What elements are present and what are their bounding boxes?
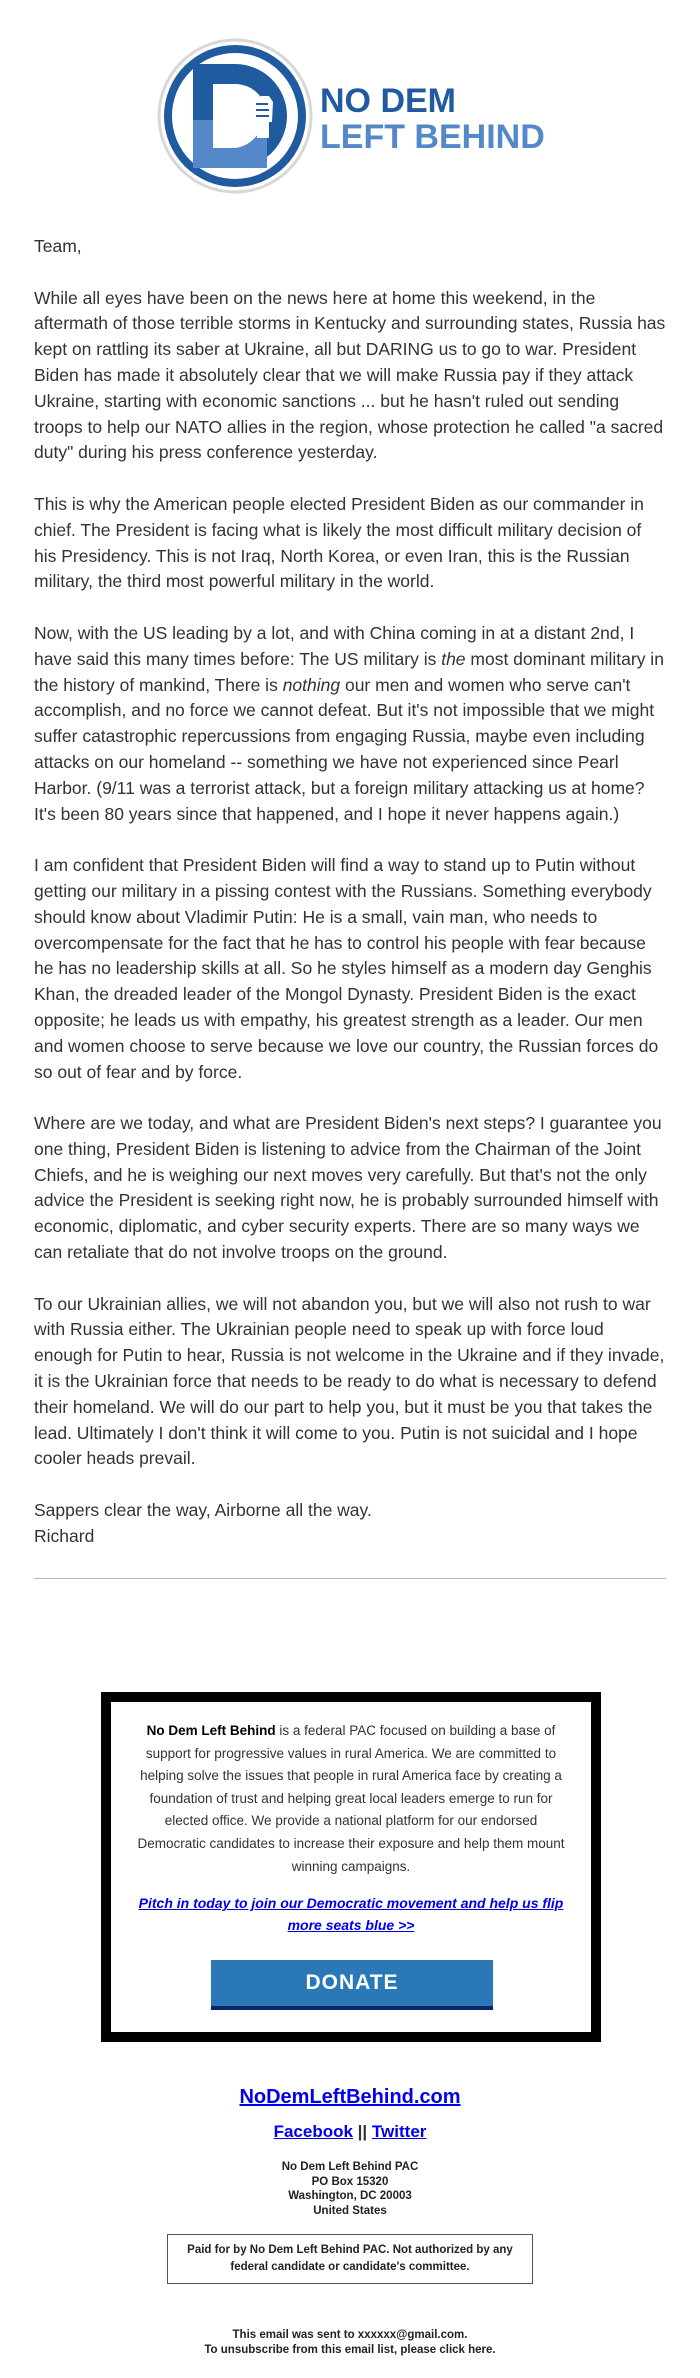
social-separator: || xyxy=(352,2122,372,2141)
closing xyxy=(34,1498,666,1550)
facebook-link[interactable]: Facebook xyxy=(273,2122,353,2141)
paragraph-4: I am confident that President Biden will find a way to stand up to Putin without getting our military in a pissing contest with the Russians. Something everybody should know about Vladimir Putin: He is a small, vain man, who needs to overcompensate for the fact that he has to control his people with fear because he has no leadership skills at all. So he styles himself as a modern day Genghis Khan, the dreaded leader of the Mongol Dynasty. President Biden is the exact opposite; he leads us with empathy, his greatest strength as a leader. Our men and women choose to serve because we love our country, the Russian forces do so out of fear and by force. xyxy=(34,855,659,1082)
paragraph-6: To our Ukrainian allies, we will not abandon you, but we will also not rush to war with Russia either. The Ukrainian people need to speak up with force loud enough for Putin to hear, Russia is not welcome in the Ukraine and if they invade, it is the Ukrainian force that needs to be ready to do what is necessary to defend their homeland. We will do our part to help you, but it must be you that takes the lead. Ultimately I don't think it will come to you. Putin is not suicidal and I hope cooler heads prevail. xyxy=(34,1293,665,1469)
unsubscribe-link[interactable]: To unsubscribe from this email list, please click here. xyxy=(204,2343,496,2356)
paragraph-3-part-b: most dominant military in the history of mankind, There is xyxy=(34,648,664,695)
address-line: United States xyxy=(313,2204,387,2217)
donate-button[interactable]: DONATE xyxy=(211,1960,493,2010)
emphasis-the: the xyxy=(441,648,466,669)
emphasis-nothing: nothing xyxy=(282,674,341,695)
paragraph-3 xyxy=(34,621,666,827)
paragraph-2: This is why the American people elected President Biden as our commander in chief. The President is facing what is likely the most difficult military decision of his Presidency. This is not Iraq, North Korea, or even Iran, this is the Russian military, the third most powerful military in the world. xyxy=(34,493,644,592)
mailing-address xyxy=(0,2160,700,2218)
paragraph-5: Where are we today, and what are President Biden's next steps? I guarantee you one thing, President Biden is listening to advice from the Chairman of the Joint Chiefs, and he is weighing our next moves very carefully. But that's not the only advice the President is seeking right now, he is probably surrounded himself with economic, diplomatic, and cyber security experts. There are so many ways we can retaliate that do not involve troops on the ground. xyxy=(34,1113,662,1263)
pac-name: No Dem Left Behind xyxy=(146,1723,276,1738)
twitter-link[interactable]: Twitter xyxy=(371,2122,427,2141)
sent-to-text: This email was sent to xxxxxx@gmail.com. xyxy=(232,2329,468,2341)
pac-info-box xyxy=(101,1692,601,2042)
d-letter-logo-icon xyxy=(155,36,315,196)
greeting: Team, xyxy=(34,236,82,256)
paid-for-disclaimer: Paid for by No Dem Left Behind PAC. Not authorized by any federal candidate or candidate's committee. xyxy=(167,2234,533,2284)
paragraph-3-part-c: our men and women who serve can't accomplish, and no force we cannot defeat. But it's not impossible that we might suffer catastrophic repercussions from engaging Russia, maybe even including attacks on our homeland -- something we have not experienced since Pearl Harbor. (9/11 was a terrorist attack, but a foreign military attacking us at home? It's been 80 years since that happened, and I hope it never happens again.) xyxy=(34,674,655,824)
address-line: No Dem Left Behind PAC xyxy=(281,2161,419,2173)
brand-name xyxy=(320,84,545,154)
address-line: Washington, DC 20003 xyxy=(288,2190,412,2202)
header xyxy=(0,36,700,204)
pitch-in-link[interactable]: Pitch in today to join our Democratic movement and help us flip more seats blue >> xyxy=(138,1895,564,1933)
paragraph-1: While all eyes have been on the news here at home this weekend, in the aftermath of those terrible storms in Kentucky and surrounding states, Russia has kept on rattling its saber at Ukraine, all but DARING us to go to war. President Biden has made it absolutely clear that we will make Russia pay if they attack Ukraine, starting with economic sanctions ... but he hasn't ruled out sending troops to help our NATO allies in the region, whose protection he called "a sacred duty" during his press conference yesterday. xyxy=(34,287,666,463)
closing-line: Sappers clear the way, Airborne all the way. xyxy=(34,1500,372,1521)
paragraph-3-part-a: Now, with the US leading by a lot, and with China coming in at a distant 2nd, I have said this many times before: The US military is xyxy=(34,622,635,669)
pac-description-text: is a federal PAC focused on building a base of support for progressive values in rural America. We are committed to helping solve the issues that people in rural America face by creating a foundation of trust and helping great local leaders emerge to run for elected office. We provide a national platform for our endorsed Democratic candidates to increase their exposure and help them mount winning campaigns. xyxy=(137,1723,565,1874)
social-links xyxy=(0,2122,700,2142)
divider xyxy=(34,1578,666,1579)
email-footer xyxy=(0,2328,700,2357)
brand-line-1: NO DEM xyxy=(320,82,456,120)
signature: Richard xyxy=(34,1525,95,1546)
website-link[interactable]: NoDemLeftBehind.com xyxy=(239,2086,461,2108)
letter-body xyxy=(34,234,666,1550)
brand-line-2: LEFT BEHIND xyxy=(320,118,545,156)
pac-description xyxy=(131,1720,571,1878)
address-line: PO Box 15320 xyxy=(311,2175,389,2188)
